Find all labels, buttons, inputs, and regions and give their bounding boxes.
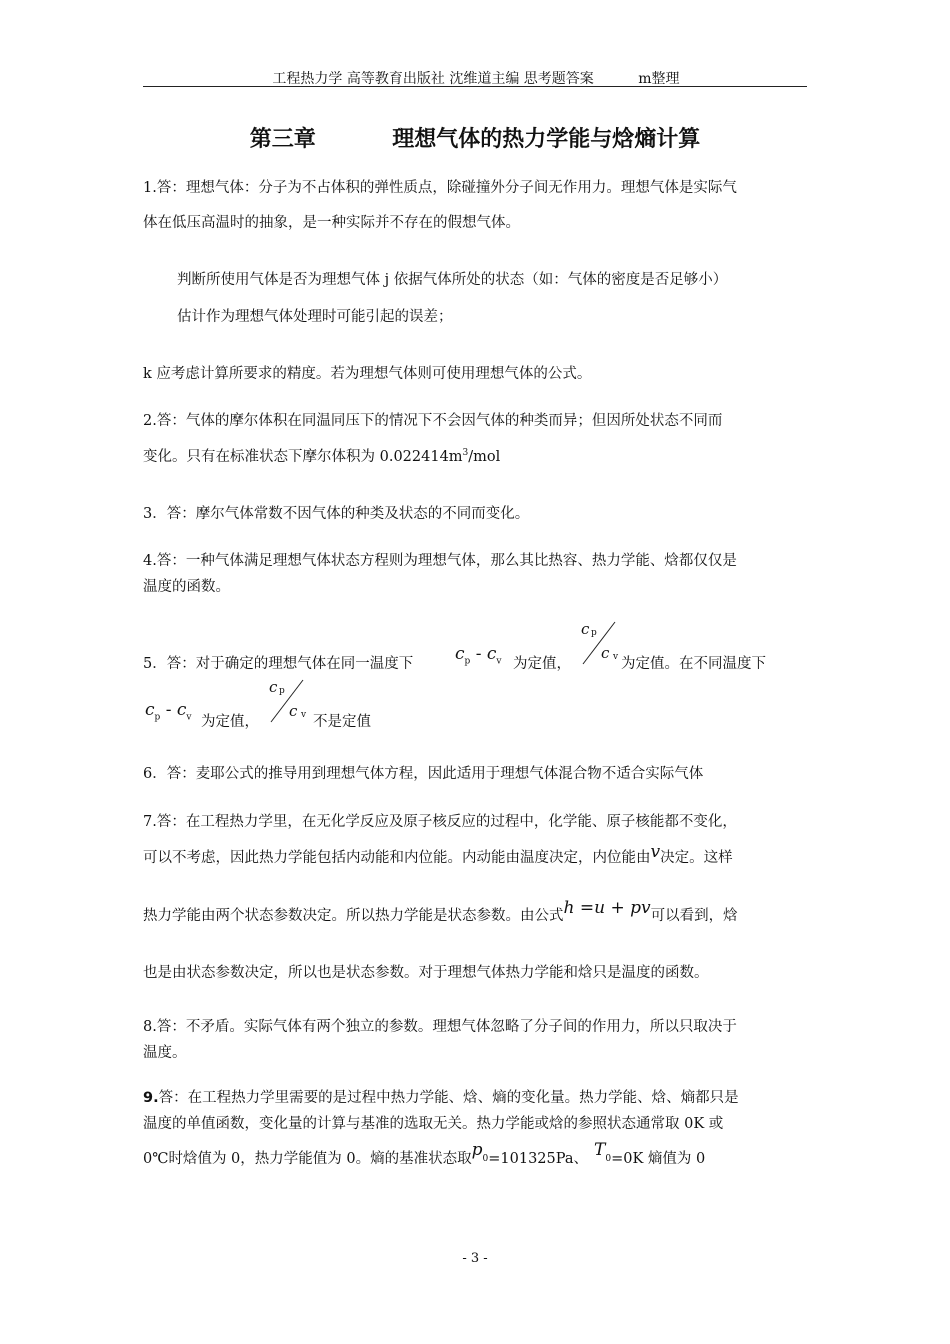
header-rule (143, 86, 807, 87)
cp-over-cv-fraction-2: c p c v (269, 678, 307, 720)
q7-line-4: 也是由状态参数决定，所以也是状态参数。对于理想气体热力学能和焓只是温度的函数。 (143, 965, 709, 981)
q3-line-1: 3．答：摩尔气体常数不因气体的种类及状态的不同而变化。 (143, 506, 530, 522)
cp-minus-cv-formula: $c_p - c_v$ (455, 644, 502, 667)
q4-line-2: 温度的函数。 (143, 579, 230, 595)
q4-line-1: 4.答：一种气体满足理想气体状态方程则为理想气体，那么其比热容、热力学能、焓都仅仅是 (143, 553, 737, 569)
q1-line-4: 估计作为理想气体处理时可能引起的误差； (177, 309, 453, 325)
chapter-title: 第三章 理想气体的热力学能与焓熵计算 (249, 127, 701, 152)
q1-line-3: 判断所使用气体是否为理想气体 j 依据气体所处的状态（如：气体的密度是否足够小） (177, 272, 728, 288)
q2-line-2: 变化。只有在标准状态下摩尔体积为 $0.022414m^3$/mol (143, 448, 501, 465)
enthalpy-formula: h =u + pv (563, 898, 651, 918)
q1-line-5: k 应考虑计算所要求的精度。若为理想气体则可使用理想气体的公式。 (143, 366, 592, 382)
q2-line-1: 2.答：气体的摩尔体积在同温同压下的情况下不会因气体的种类而异；但因所处状态不同而 (143, 413, 723, 429)
cp-minus-cv-formula-2: $c_p - c_v$ (145, 700, 192, 723)
q5-line-2: $c_p - c_v$ 为定值， c p c v 不是定值 (145, 678, 371, 730)
q8-line-2: 温度。 (143, 1045, 187, 1061)
q7-line-3: 热力学能由两个状态参数决定。所以热力学能是状态参数。由公式h =u + pv可以看到，焓 (143, 898, 738, 924)
q9-line-1: 9.答：在工程热力学里需要的是过程中热力学能、焓、熵的变化量。热力学能、焓、熵都只是 (143, 1090, 739, 1106)
page-number: - 3 - (462, 1251, 488, 1266)
cp-over-cv-fraction: c p c v (581, 620, 619, 662)
q7-line-1: 7.答：在工程热力学里，在无化学反应及原子核反应的过程中，化学能、原子核能都不变化， (143, 814, 737, 830)
q9-line-2: 温度的单值函数，变化量的计算与基准的选取无关。热力学能或焓的参照状态通常取 0K 或 (143, 1116, 724, 1132)
q9-line-3: 0℃时焓值为 0，热力学能值为 0。熵的基准状态取$p_0=101325Pa$、 $T_0=0K$ 熵值为 0 (143, 1140, 706, 1167)
q6-line-1: 6．答：麦耶公式的推导用到理想气体方程，因此适用于理想气体混合物不适合实际气体 (143, 766, 704, 782)
q1-line-2: 体在低压高温时的抽象，是一种实际并不存在的假想气体。 (143, 215, 520, 231)
q1-line-1: 1.答：理想气体：分子为不占体积的弹性质点，除碰撞外分子间无作用力。理想气体是实际气 (143, 180, 737, 196)
q7-line-2: 可以不考虑，因此热力学能包括内动能和内位能。内动能由温度决定，内位能由v决定。这样 (143, 842, 733, 866)
header-text: 工程热力学 高等教育出版社 沈维道主编 思考题答案 m整理 (272, 71, 680, 87)
q5-line-1: 5．答：对于确定的理想气体在同一温度下 $c_p - c_v$ 为定值， c p c v 为定值。在不同温度下 (143, 620, 766, 672)
q8-line-1: 8.答：不矛盾。实际气体有两个独立的参数。理想气体忽略了分子间的作用力，所以只取决于 (143, 1019, 737, 1035)
